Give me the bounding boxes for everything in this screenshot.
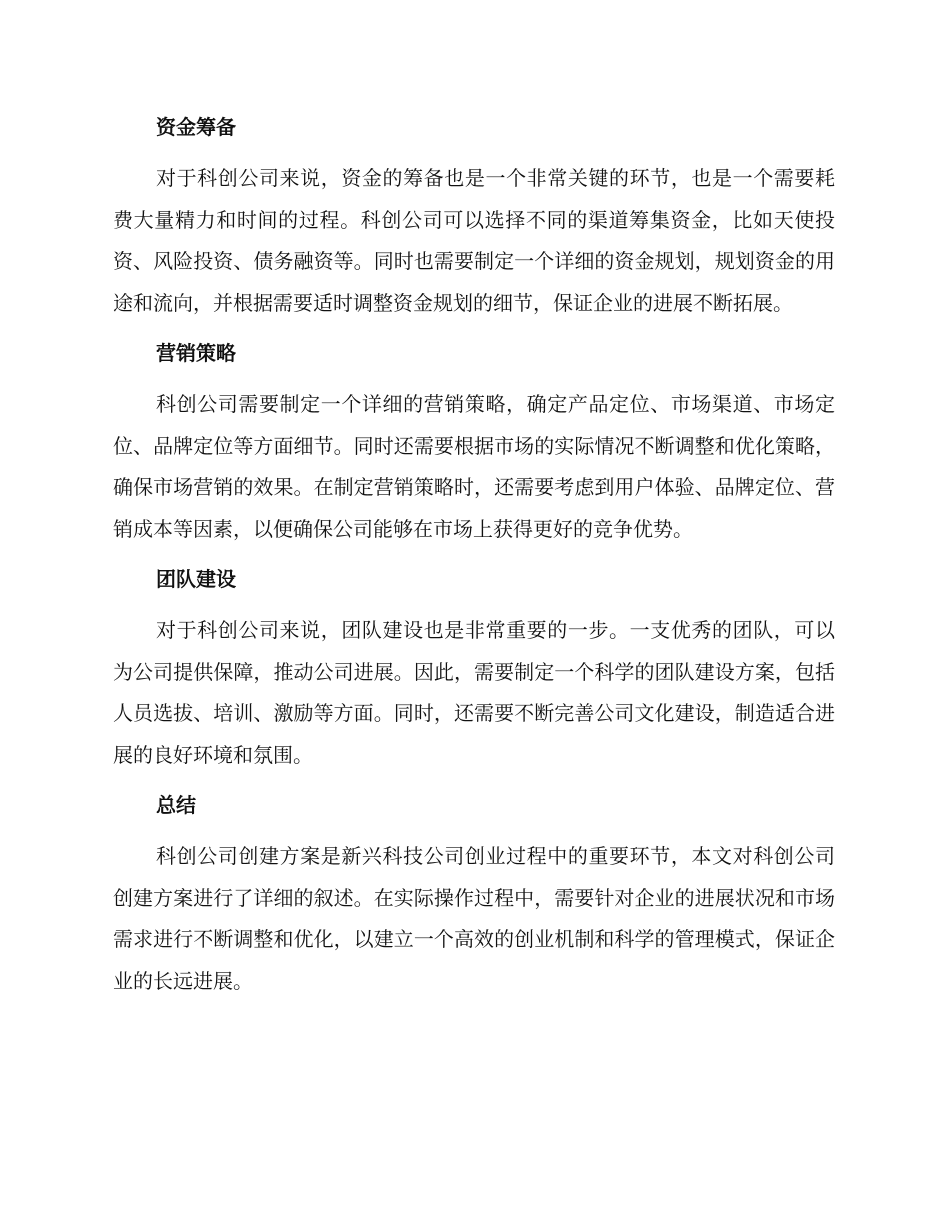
document-body <box>113 108 835 1012</box>
section-heading: 总结 <box>156 793 196 817</box>
section-paragraph: 科创公司创建方案是新兴科技公司创业过程中的重要环节，本文对科创公司创建方案进行了详细的叙述。在实际操作过程中，需要针对企业的进展状况和市场需求进行不断调整和优化，以建立一个高效的创业机制和科学的管理模式，保证企业的长远进展。 <box>113 844 835 993</box>
section-summary <box>113 786 835 1002</box>
section-funding <box>113 108 835 324</box>
section-paragraph: 对于科创公司来说，团队建设也是非常重要的一步。一支优秀的团队，可以为公司提供保障，推动公司进展。因此，需要制定一个科学的团队建设方案，包括人员选拔、培训、激励等方面。同时，还需要不断完善公司文化建设，制造适合进展的良好环境和氛围。 <box>113 618 835 767</box>
section-heading: 团队建设 <box>156 567 236 591</box>
section-paragraph: 对于科创公司来说，资金的筹备也是一个非常关键的环节，也是一个需要耗费大量精力和时间的过程。科创公司可以选择不同的渠道筹集资金，比如天使投资、风险投资、债务融资等。同时也需要制定一个详细的资金规划，规划资金的用途和流向，并根据需要适时调整资金规划的细节，保证企业的进展不断拓展。 <box>113 166 835 315</box>
section-marketing <box>113 334 835 550</box>
section-paragraph: 科创公司需要制定一个详细的营销策略，确定产品定位、市场渠道、市场定位、品牌定位等方面细节。同时还需要根据市场的实际情况不断调整和优化策略，确保市场营销的效果。在制定营销策略时，还需要考虑到用户体验、品牌定位、营销成本等因素，以便确保公司能够在市场上获得更好的竞争优势。 <box>113 392 835 541</box>
section-heading: 营销策略 <box>156 341 236 365</box>
section-team <box>113 560 835 776</box>
section-heading: 资金筹备 <box>156 115 236 139</box>
